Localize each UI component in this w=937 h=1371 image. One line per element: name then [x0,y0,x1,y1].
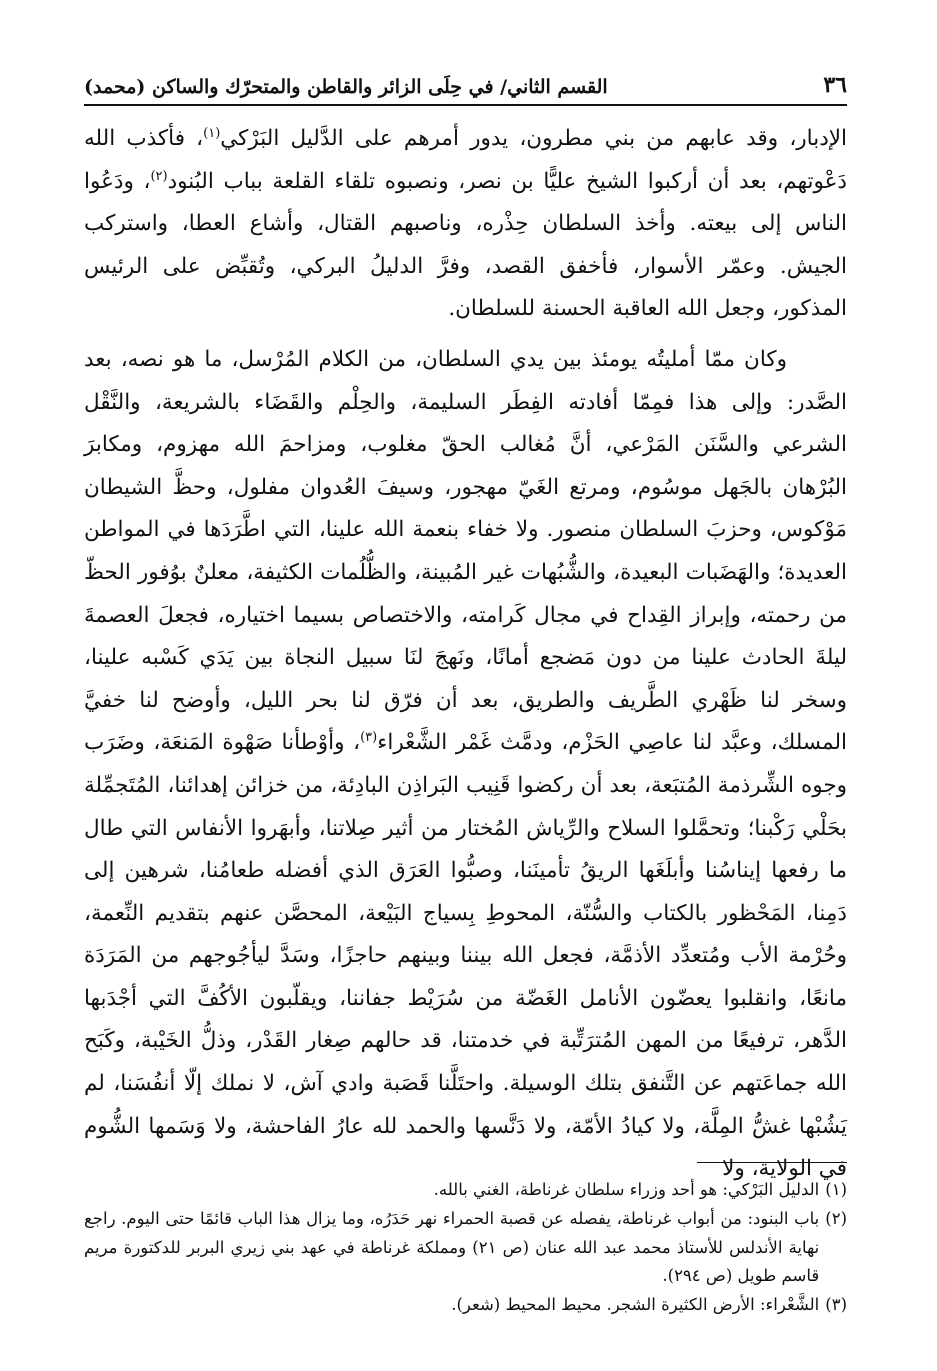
footnote-2 [84,1205,847,1291]
page-header [84,62,847,98]
paragraph-2-text-b: ، وأوْطأنا صَهْوة المَنعَة، وضَرَب وجوه الشِّرذمة المُتبَعة، بعد أن ركضوا قَنِيب البَراذِن البادِئة، من خزائن إهدائنا، المُتَجمِّلة بحَلْي رَكْبنا؛ وتحمَّلوا السلاح والرِّياش المُختار من أثير صِلاتنا، وأبهَروا الأنفاس التي طال ما رفعها إيناسُنا وأبلَغَها الريقُ تأمينَنا، وصبُّوا العَرَق الذي أفضله طعامُنا، شرهين إلى دَمِنا، المَحْظور بالكتاب والسُّنّة، المحوطِ بِسياج البَيْعة، المحصَّن عنهم بتقديم النِّعمة، وحُرْمة الأب ومُتعدِّد الأذمَّة، فجعل الله بيننا وبينهم حاجزًا، وسَدَّ ليأجُوجهم من المَرَدَة مانعًا، وانقلبوا يعضّون الأنامل الغَضّة من سُرَيْط جفاننا، ويقلّبون الأكُفَّ التي أجْدَبها الدَّهر، ترفيعًا من المهن المُترَتِّبة في خدمتنا، قد حالهم صِغار القَدْر، وذلُّ الخَيْبة، وكَبَح الله جماعَتهم عن التَّنفق بتلك الوسيلة. واحتَلَّنا قَصَبة وادي آش، لا نملك إلّا أنفُسَنا، لم يَشُبْها غشُّ المِلَّة، ولا كيادُ الأمّة، ولا دَنَّسها والحمد لله عارُ الفاحشة، ولا وَسَمها الشُّوم في الولاية، ولا [84,730,847,1182]
footnote-marker-3: (٣) [360,730,378,746]
footnote-text: باب البنود: من أبواب غرناطة، يفصله عن قصبة الحمراء نهر حَدَرُه، وما يزال هذا الباب قائمًا حتى اليوم. راجع نهاية الأندلس للأستاذ محمد عبد الله عنان (ص ٢١) ومملكة غرناطة في عهد بني زيري البربر للدكتورة مريم قاسم طويل (ص ٢٩٤). [84,1208,820,1286]
footnote-rule [697,1162,847,1163]
footnote-1 [84,1176,847,1205]
footnote-number: (٣) [825,1295,847,1315]
footnote-marker-2: (٢) [150,168,168,184]
footnote-marker-1: (١) [203,125,221,141]
footnote-number: (١) [825,1180,847,1199]
page-number: ٣٦ [823,72,847,98]
header-rule [84,104,847,106]
paragraph-1-text-a: الإدبار، وقد عابهم من بني مطرون، يدور أمرهم على الدَّليل البَرْكي [220,126,848,151]
paragraph-1-text-b: ، فأكذب الله دَعْوتهم، بعد أن أركبوا الشيخ عليًّا بن نصر، ونصبوه تلقاء القلعة بباب البُنود [84,126,847,194]
paragraph-1 [84,118,847,331]
footnotes [84,1176,847,1320]
paragraph-2-text-a: وكان ممّا أمليتُه يومئذ بين يدي السلطان، من الكلام المُرْسل، ما هو نصه، بعد الصَّدر: وإلى هذا فمِمّا أفادته الفِطَر السليمة، والحِلْم والقَضَاء بالشريعة، والنَّقْل الشرعي والسَّنَن المَرْعي، أنَّ مُغالب الحقّ مغلوب، ومزاحمَ الله مهزوم، ومكابرَ البُرْهان بالجَهل موسُوم، ومرتع الغَيّ مهجور، وسيفَ العُدوان مفلول، وحظَّ الشيطان مَوْكوس، وحزبَ السلطان منصور. ولا خفاء بنعمة الله علينا، التي اطَّرَدَها في المواطن العديدة؛ والهَضَبات البعيدة، والشُّبُهات غير المُبينة، والظُّلُمات الكثيفة، معلنٌ بوُفور الحظّ من رحمته، وإبراز القِداح في مجال كَرامته، والاختصاص بسيما اختياره، فجعلَ العصمةَ ليلةَ الحادث علينا من دون مَضجع أمانًا، ونَهجَ لنَا سبيل النجاة بين يَدَي كَسْبه علينا، وسخر لنا ظَهْري الطَّريف والطريق، بعد أن فرّق لنا بحر الليل، وأوضح لنا خفيَّ المسلك، وعبَّد لنا عاصِي الحَزْم، ودمَّث غَمْر الشَّعْراء [84,346,848,756]
footnote-text: الشَّعْراء: الأرض الكثيرة الشجر. محيط المحيط (شعر). [451,1295,820,1315]
running-title: القسم الثاني/ في حِلَى الزائر والقاطن والمتحرّك والساكن (محمد) [84,76,608,98]
paragraph-1-text-c: ، ودَعُوا الناس إلى بيعته. وأخذ السلطان حِذْره، وناصبهم القتال، وأشاع العطا، واستركب الجيش. وعمّر الأسوار، فأخفق القصد، وفرَّ الدليلُ البركي، وتُقبِّض على الرئيس المذكور، وجعل الله العاقبة الحسنة للسلطان. [84,168,847,322]
main-text [84,118,847,1191]
paragraph-2 [84,339,847,1191]
footnote-text: الدليل البَرْكي: هو أحد وزراء سلطان غرناطة، الغني بالله. [433,1180,820,1199]
footnote-3 [84,1291,847,1320]
footnote-number: (٢) [825,1208,847,1228]
